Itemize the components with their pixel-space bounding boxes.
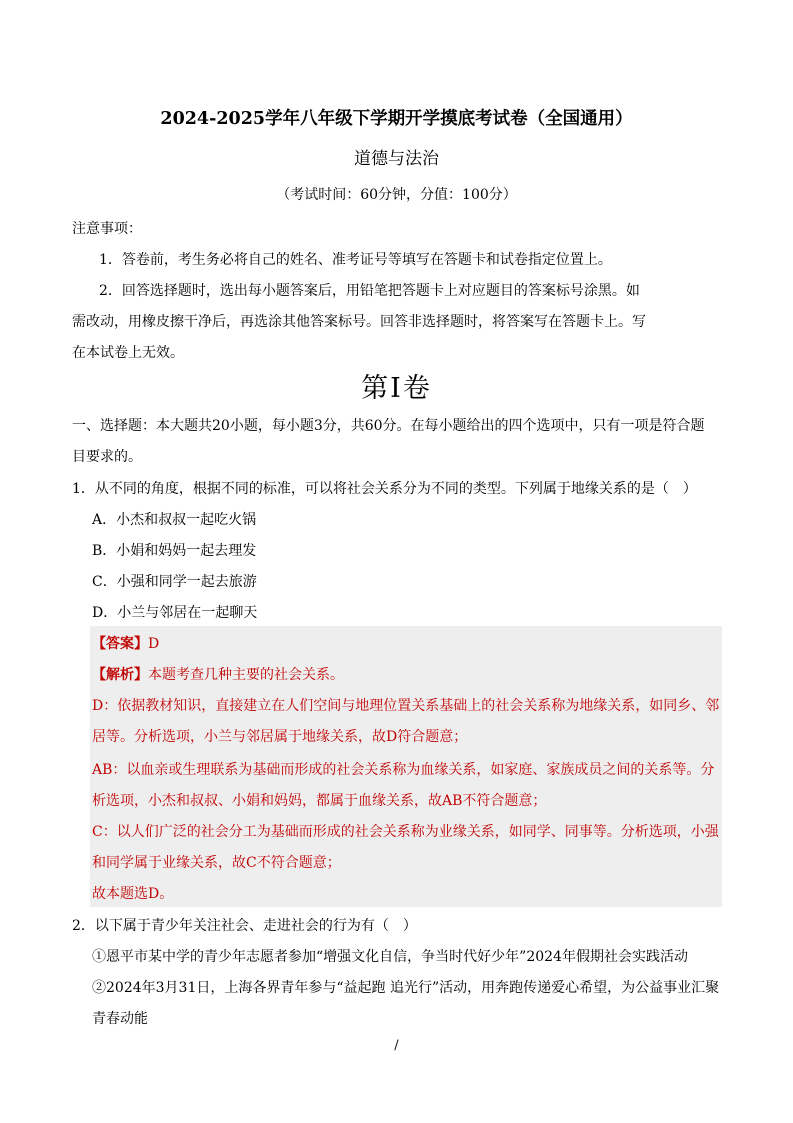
section-instructions-line-1: 一、选择题：本大题共20小题，每小题3分，共60分。在每小题给出的四个选项中，只有一项是符合题 — [72, 418, 705, 434]
question-2-item-2-line-2: 青春动能 — [92, 1011, 148, 1027]
question-2-item-2-line-1: ②2024年3月31日，上海各界青年参与“益起跑 追光行”活动，用奔跑传递爱心希望，为公益事业汇聚 — [92, 980, 720, 996]
analysis-line: D：依据教材知识，直接建立在人们空间与地理位置关系基础上的社会关系称为地缘关系，如同乡、邻 — [92, 698, 720, 714]
exam-info: （考试时间：60分钟，分值：100分） — [276, 187, 517, 203]
answer-label: 【答案】 — [92, 636, 148, 652]
analysis-line: AB：以血亲或生理联系为基础而形成的社会关系称为血缘关系，如家庭、家族成员之间的关系等。分 — [92, 762, 715, 778]
analysis-intro: 本题考查几种主要的社会关系。 — [148, 667, 344, 683]
section-instructions-line-2: 目要求的。 — [72, 449, 142, 465]
answer-line — [92, 633, 159, 653]
note-item-2-line-3: 在本试卷上无效。 — [72, 345, 184, 361]
volume-title: 第Ⅰ卷 — [361, 373, 432, 404]
analysis-line: C：以人们广泛的社会分工为基础而形成的社会关系称为业缘关系，如同学、同事等。分析选项，小强 — [92, 824, 719, 840]
page-footer-mark: / — [394, 1038, 399, 1053]
question-2-item-1: ①恩平市某中学的青少年志愿者参加“增强文化自信，争当时代好少年”2024年假期社会实践活动 — [92, 949, 688, 965]
analysis-intro-line — [92, 664, 344, 684]
exam-title: 2024-2025学年八年级下学期开学摸底考试卷（全国通用） — [160, 109, 633, 129]
question-1-option-d: D．小兰与邻居在一起聊天 — [92, 605, 258, 621]
note-item-2-line-2: 需改动，用橡皮擦干净后，再选涂其他答案标号。回答非选择题时，将答案写在答题卡上。写 — [72, 314, 646, 330]
note-item-2-line-1: 2．回答选择题时，选出每小题答案后，用铅笔把答题卡上对应题目的答案标号涂黑。如 — [99, 283, 640, 299]
analysis-line: 居等。分析选项，小兰与邻居属于地缘关系，故D符合题意； — [92, 729, 468, 745]
analysis-line: 析选项，小杰和叔叔、小娟和妈妈，都属于血缘关系，故AB不符合题意； — [92, 793, 547, 809]
question-1-option-a: A．小杰和叔叔一起吃火锅 — [92, 512, 257, 528]
subject-title: 道德与法治 — [354, 149, 439, 169]
analysis-line: 和同学属于业缘关系，故C不符合题意； — [92, 855, 341, 871]
notes-heading: 注意事项： — [72, 221, 142, 237]
note-item-1: 1．答卷前，考生务必将自己的姓名、准考证号等填写在答题卡和试卷指定位置上。 — [99, 252, 612, 268]
analysis-label: 【解析】 — [92, 667, 148, 683]
question-1-option-b: B．小娟和妈妈一起去理发 — [92, 543, 257, 559]
question-2-stem: 2．以下属于青少年关注社会、走进社会的行为有（ ） — [72, 918, 417, 934]
answer-value: D — [148, 636, 160, 652]
question-1-stem: 1．从不同的角度，根据不同的标准，可以将社会关系分为不同的类型。下列属于地缘关系的是（ ） — [72, 481, 697, 497]
analysis-line: 故本题选D。 — [92, 886, 174, 902]
question-1-option-c: C．小强和同学一起去旅游 — [92, 574, 257, 590]
